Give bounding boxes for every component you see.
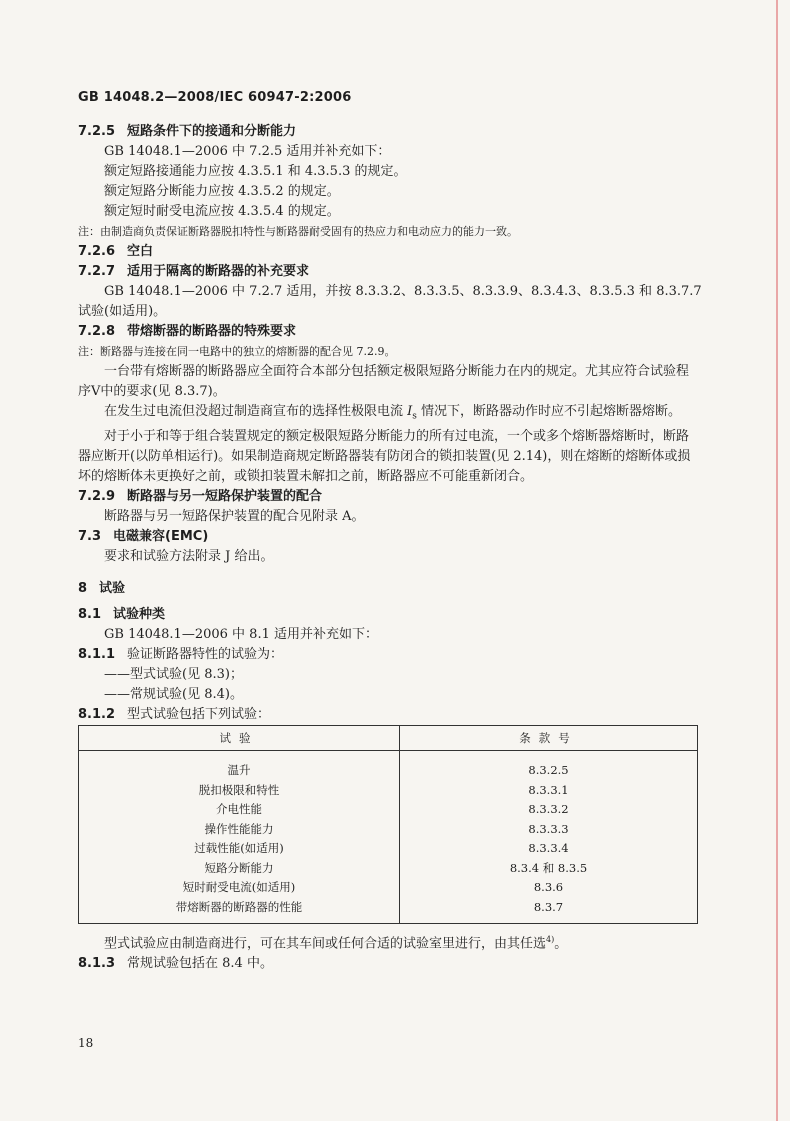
page-number: 18 — [78, 1036, 94, 1050]
table-row: 操作性能能力 8.3.3.3 — [79, 819, 697, 839]
list-item: ——常规试验(见 8.4)。 — [104, 686, 243, 702]
table-header-clause: 条款号 — [400, 726, 698, 751]
section-8-1-heading: 8.1 试验种类 — [78, 606, 166, 622]
section-8-1-2: 8.1.2 型式试验包括下列试验： — [78, 706, 271, 722]
document-body — [78, 122, 702, 974]
paragraph: 一台带有熔断器的断路器应全面符合本部分包括额定极限短路分断能力在内的规定。尤其应符合试验程序Ⅴ中的要求(见 8.3.7)。 — [78, 364, 690, 399]
table-row: 温升 8.3.2.5 — [79, 750, 697, 780]
section-7-2-9-heading: 7.2.9 断路器与另一短路保护装置的配合 — [78, 488, 323, 504]
section-7-2-5-heading: 7.2.5 短路条件下的接通和分断能力 — [78, 124, 297, 139]
paragraph: 要求和试验方法附录 J 给出。 — [104, 548, 274, 564]
footnote-ref: 4) — [546, 934, 555, 944]
section-8-heading: 8 试验 — [78, 580, 126, 596]
paragraph: GB 14048.1—2006 中 7.2.5 适用并补充如下： — [104, 144, 391, 159]
paragraph: 对于小于和等于组合装置规定的额定极限短路分断能力的所有过电流，一个或多个熔断器熔断时，断路器应断开(以防单相运行)。如果制造商规定断路器装有防闭合的锁扣装置(见 2.14)，则在熔断的熔断体或损坏的熔断体未更换好之前，或锁扣装置未解扣之前，断路器应不可能重新闭合。 — [78, 428, 691, 484]
table-row: 短路分断能力 8.3.4 和 8.3.5 — [79, 858, 697, 878]
section-8-1-3: 8.1.3 常规试验包括在 8.4 中。 — [78, 955, 273, 971]
table-row: 短时耐受电流(如适用) 8.3.6 — [79, 878, 697, 898]
paragraph: 在发生过电流但没超过制造商宣布的选择性极限电流 $I_s$ 情况下，断路器动作时应不引起熔断器熔断。 — [104, 404, 682, 422]
paragraph: 试验(如适用)。 — [78, 304, 167, 319]
standard-header: GB 14048.2—2008/IEC 60947-2:2006 — [78, 90, 352, 105]
note: 注：由制造商负责保证断路器脱扣特性与断路器耐受固有的热应力和电动应力的能力一致。 — [78, 225, 518, 238]
paragraph: 型式试验应由制造商进行，可在其车间或任何合适的试验室里进行，由其任选$^{4)}$。 — [104, 934, 568, 951]
list-item: ——型式试验(见 8.3)； — [104, 666, 243, 682]
section-7-2-8-heading: 7.2.8 带熔断器的断路器的特殊要求 — [78, 324, 297, 339]
paragraph: 额定短时耐受电流应按 4.3.5.4 的规定。 — [104, 204, 340, 219]
current-symbol: I — [407, 404, 413, 419]
section-7-2-7-heading: 7.2.7 适用于隔离的断路器的补充要求 — [78, 264, 310, 279]
page-edge-line — [776, 0, 778, 1121]
paragraph: 额定短路分断能力应按 4.3.5.2 的规定。 — [104, 184, 340, 199]
paragraph: 断路器与另一短路保护装置的配合见附录 A。 — [104, 508, 365, 524]
type-tests-table — [78, 725, 698, 924]
section-7-3-heading: 7.3 电磁兼容(EMC) — [78, 528, 209, 544]
section-7-2-6-heading: 7.2.6 空白 — [78, 244, 154, 259]
paragraph: 额定短路接通能力应按 4.3.5.1 和 4.3.5.3 的规定。 — [104, 164, 407, 179]
table-header-test: 试验 — [79, 726, 400, 751]
note: 注：断路器与连接在同一电路中的独立的熔断器的配合见 7.2.9。 — [78, 345, 396, 358]
paragraph: GB 14048.1—2006 中 8.1 适用并补充如下： — [104, 626, 378, 642]
table-row: 介电性能 8.3.3.2 — [79, 800, 697, 820]
table-row: 脱扣极限和特性 8.3.3.1 — [79, 780, 697, 800]
paragraph: GB 14048.1—2006 中 7.2.7 适用，并按 8.3.3.2、8.3.3.5、8.3.3.9、8.3.4.3、8.3.5.3 和 8.3.7.7 — [104, 284, 702, 299]
table-row: 带熔断器的断路器的性能 8.3.7 — [79, 897, 697, 923]
table-row: 过载性能(如适用) 8.3.3.4 — [79, 839, 697, 859]
section-8-1-1: 8.1.1 验证断路器特性的试验为： — [78, 646, 284, 662]
